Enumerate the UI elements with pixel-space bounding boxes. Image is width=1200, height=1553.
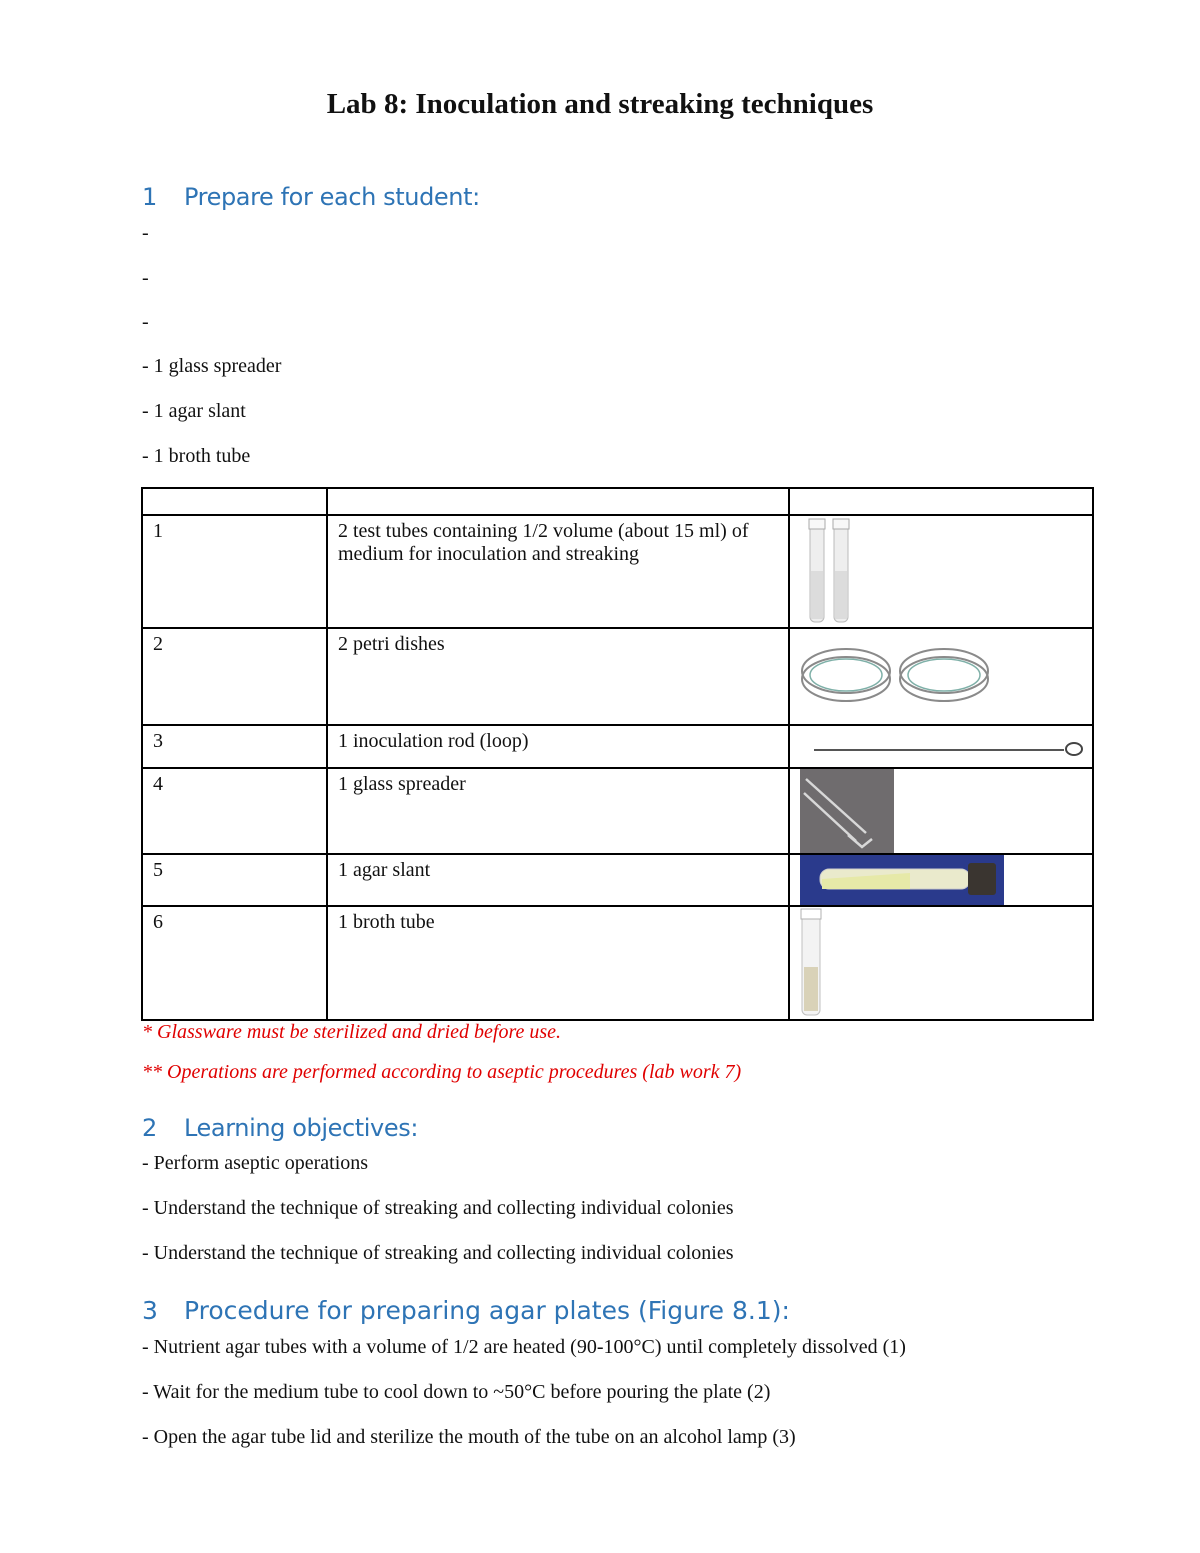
row-number: 5 xyxy=(142,854,327,906)
table-row xyxy=(142,906,1093,1020)
procedure-step: - Nutrient agar tubes with a volume of 1/2 are heated (90-100°C) until completely dissolved (1) xyxy=(142,1336,906,1358)
objective-item: - Understand the technique of streaking and collecting individual colonies xyxy=(142,1242,734,1264)
section-1-title: Prepare for each student: xyxy=(184,183,480,211)
section-2-title: Learning objectives: xyxy=(184,1114,419,1142)
procedure-step: - Wait for the medium tube to cool down to ~50°C before pouring the plate (2) xyxy=(142,1381,771,1403)
page-title: Lab 8: Inoculation and streaking techniques xyxy=(326,88,874,120)
test-tubes-image xyxy=(789,515,1093,628)
row-number: 6 xyxy=(142,906,327,1020)
prep-item: - xyxy=(142,222,149,244)
objective-item: - Understand the technique of streaking and collecting individual colonies xyxy=(142,1197,734,1219)
prep-item: - xyxy=(142,267,149,289)
row-number: 3 xyxy=(142,725,327,768)
table-header-cell xyxy=(142,488,327,515)
row-number: 1 xyxy=(142,515,327,628)
row-item: 1 agar slant xyxy=(327,854,789,906)
table-row xyxy=(142,725,1093,768)
prep-item: - 1 agar slant xyxy=(142,400,246,422)
table-row xyxy=(142,854,1093,906)
row-item: 1 inoculation rod (loop) xyxy=(327,725,789,768)
petri-dishes-image xyxy=(789,628,1093,725)
table-header-cell xyxy=(327,488,789,515)
prep-item: - 1 broth tube xyxy=(142,445,251,467)
inoculation-loop-image xyxy=(789,725,1093,768)
section-1-heading xyxy=(142,183,480,211)
agar-slant-image xyxy=(789,854,1093,906)
section-3-title: Procedure for preparing agar plates (Figure 8.1): xyxy=(184,1296,790,1325)
objective-item: - Perform aseptic operations xyxy=(142,1152,369,1174)
section-2-number: 2 xyxy=(142,1114,157,1142)
row-number: 2 xyxy=(142,628,327,725)
section-3-heading xyxy=(142,1296,790,1325)
section-3-number: 3 xyxy=(142,1296,158,1325)
row-number: 4 xyxy=(142,768,327,854)
section-1-number: 1 xyxy=(142,183,157,211)
table-header-row xyxy=(142,488,1093,515)
table-row xyxy=(142,628,1093,725)
section-2-heading xyxy=(142,1114,418,1142)
table-row xyxy=(142,515,1093,628)
note-aseptic: ** Operations are performed according to aseptic procedures (lab work 7) xyxy=(142,1061,742,1083)
table-row xyxy=(142,768,1093,854)
broth-tube-image xyxy=(789,906,1093,1020)
materials-table xyxy=(141,487,1094,1021)
prep-item: - xyxy=(142,311,149,333)
row-item: 1 glass spreader xyxy=(327,768,789,854)
note-glassware: * Glassware must be sterilized and dried before use. xyxy=(142,1021,562,1043)
row-item: 2 petri dishes xyxy=(327,628,789,725)
procedure-step: - Open the agar tube lid and sterilize the mouth of the tube on an alcohol lamp (3) xyxy=(142,1426,796,1448)
table-header-cell xyxy=(789,488,1093,515)
prep-item: - 1 glass spreader xyxy=(142,355,282,377)
glass-spreader-image xyxy=(789,768,1093,854)
row-item: 2 test tubes containing 1/2 volume (about 15 ml) of medium for inoculation and streaking xyxy=(327,515,789,628)
row-item: 1 broth tube xyxy=(327,906,789,1020)
